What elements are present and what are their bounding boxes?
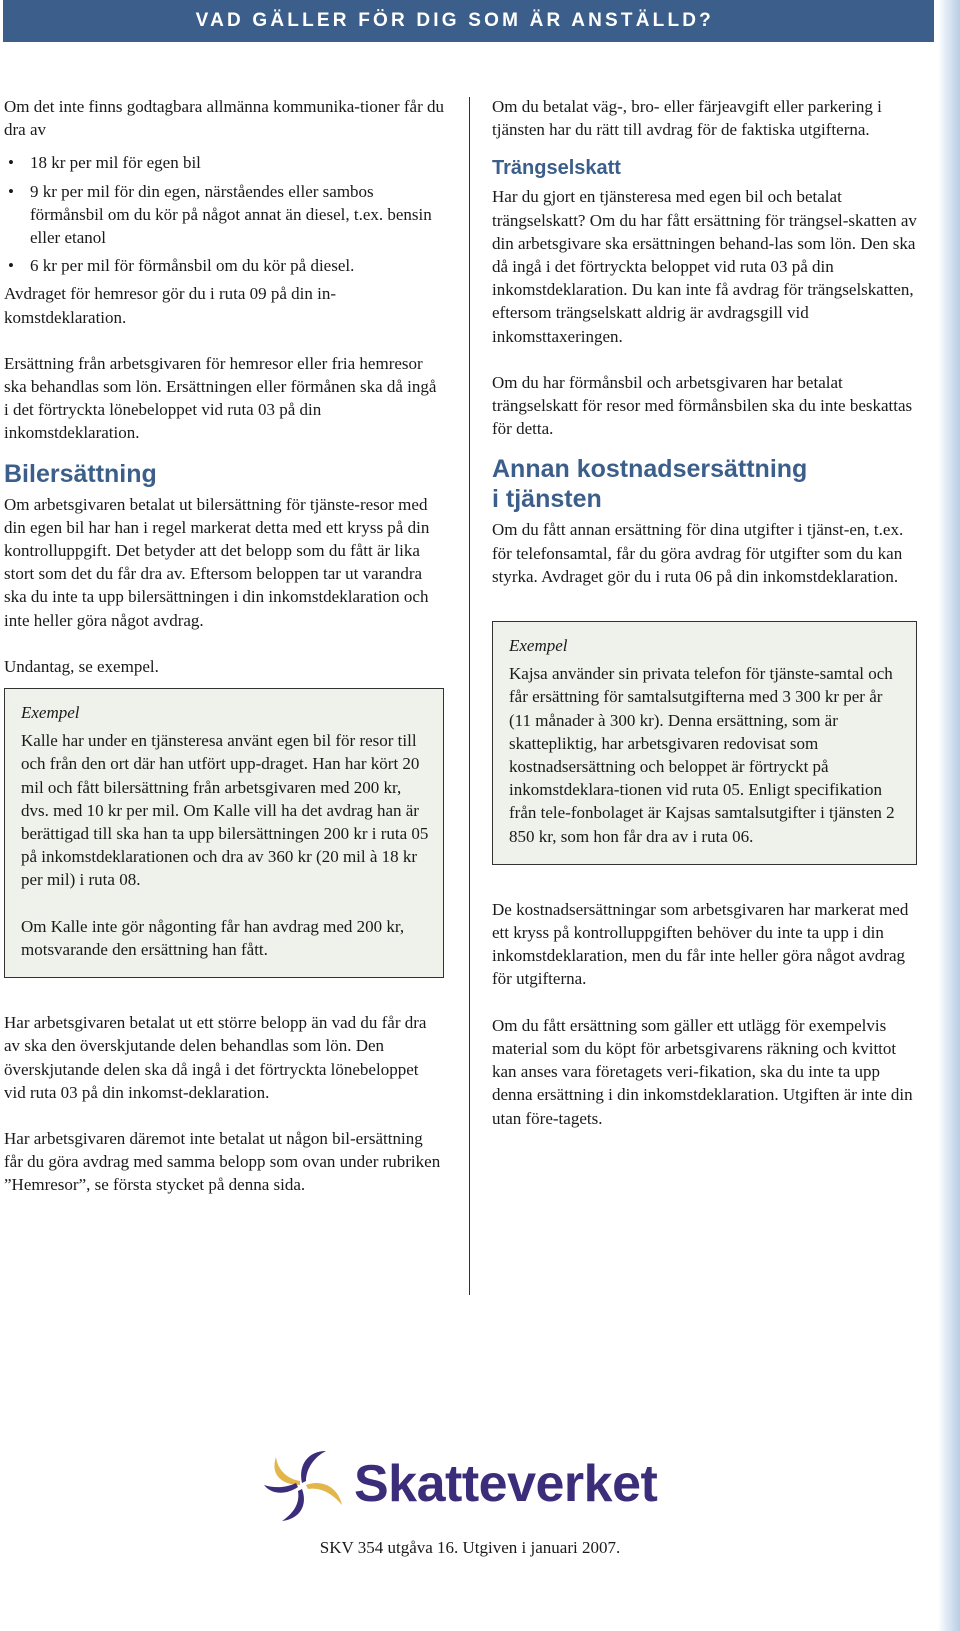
kostnadsersattningar-paragraph: De kostnadsersättningar som arbetsgivaren har markerat med ett kryss på kontrolluppgiften behöver du inte ta upp i din inkomstdeklaration, men du får inte heller göra något avdrag för utgifterna. [492, 899, 909, 989]
formansbil-paragraph: Om du har förmånsbil och arbetsgivaren har betalat trängselskatt för resor med förmånsbilen ska du inte beskattas för detta. [492, 372, 913, 439]
heading-line: Annan kostnadsersättning [492, 455, 808, 484]
side-stripe [938, 0, 960, 1631]
list-item: • 9 kr per mil för din egen, närståendes eller sambos förmånsbil om du kör på något annat än diesel, t.ex. bensin eller etanol [4, 180, 444, 250]
example-paragraph: Om Kalle inte gör någonting får han avdrag med 200 kr, motsvarande den ersättning han fått. [21, 916, 405, 959]
ersattning-paragraph: Ersättning från arbetsgivaren för hemresor eller fria hemresor ska behandlas som lön. Ersättningen eller förmånen ska då ingå i det förtryckta lönebeloppet vid ruta 03 på din inkomstdeklaration. [4, 353, 437, 443]
logo-swirl-icon [262, 1445, 348, 1523]
publication-info: SKV 354 utgåva 16. Utgiven i januari 2007. [319, 1538, 621, 1557]
skatteverket-logo [262, 1445, 657, 1523]
deduction-list [4, 151, 444, 277]
logo-wordmark: Skatteverket [354, 1455, 658, 1513]
trangselskatt-paragraph: Har du gjort en tjänsteresa med egen bil och betalat trängselskatt? Om du har fått ersättning för trängsel-skatten av din arbetsgivare ska ersättningen behand-las som lön. Den ska då ingå i det förtryckta beloppet vid ruta 03 på din inkomstdeklaration. Du kan inte få avdrag för trängselskatten, eftersom trängselskatt aldrig är avdragsgill vid inkomsttaxeringen. [492, 187, 917, 346]
example-title: Exempel [21, 703, 80, 723]
annan-ersattning-paragraph: Om du fått annan ersättning för dina utgifter i tjänst-en, t.ex. för telefonsamtal, får du göra avdrag för utgifter som du kan styrka. Avdraget gör du i ruta 06 på din inkomstdeklaration. [492, 520, 904, 586]
ingen-bilersattning-paragraph: Har arbetsgivaren däremot inte betalat ut någon bil-ersättning får du göra avdrag med samma belopp som ovan under rubriken ”Hemresor”, se första stycket på denna sida. [4, 1128, 441, 1195]
avgift-paragraph: Om du betalat väg-, bro- eller färjeavgift eller parkering i tjänsten har du rätt till avdrag för de faktiska utgifterna. [492, 97, 882, 140]
example-box-kalle [4, 688, 444, 978]
list-item: • 18 kr per mil för egen bil [4, 151, 444, 174]
page-header [3, 0, 934, 42]
storre-belopp-paragraph: Har arbetsgivaren betalat ut ett större belopp än vad du får dra av ska den överskjutande delen behandlas som lön. Den överskjutande delen ska då ingå i det förtryckta lönebeloppet vid ruta 03 på din inkomst-deklaration. [4, 1013, 427, 1102]
bilersattning-heading: Bilersättning [4, 459, 157, 488]
column-divider [469, 97, 470, 1295]
bilersattning-paragraph: Om arbetsgivaren betalat ut bilersättning för tjänste-resor med din egen bil har han i regel markerat detta med ett kryss på din kontrolluppgift. Det betyder att det belopp som du fått är lika stort som det du får dra av. Eftersom beloppen tar ut varandra ska du inte ta upp bilersättningen i din inkomstdeklaration och inte heller göra något avdrag. [4, 494, 430, 630]
heading-line: i tjänsten [492, 485, 602, 514]
annan-kostnadsersattning-heading [492, 454, 917, 514]
example-paragraph: Kajsa använder sin privata telefon för tjänste-samtal och får ersättning för samtalsutgifterna med 3 300 kr per år (11 månader à 300 kr). Denna ersättning, som är skattepliktig, har arbetsgivaren redovisat som kostnadsersättning och beloppet är förtryckt på inkomstdeklara-tionen vid ruta 05. Enligt specifikation från tele-fonbolaget är Kajsas samtalsutgifter i tjänsten 2 850 kr, som hon får dra av i ruta 06. [509, 664, 895, 846]
utlagg-paragraph: Om du fått ersättning som gäller ett utlägg för exempelvis material som du köpt för arbetsgivarens räkning och kvittot kan anses vara företagets veri-fikation, ska du inte ta upp denna ersättning i din inkomstdeklaration. Utgiften är inte din utan före-tagets. [492, 1015, 913, 1128]
left-column [4, 95, 444, 1197]
undantag-text: Undantag, se exempel. [4, 656, 159, 676]
trangselskatt-heading: Trängselskatt [492, 157, 621, 180]
list-item: • 6 kr per mil för förmånsbil om du kör på diesel. [4, 254, 444, 277]
hemresor-paragraph: Avdraget för hemresor gör du i ruta 09 på din in-komstdeklaration. [4, 284, 337, 327]
example-title: Exempel [509, 636, 568, 656]
right-column [492, 95, 917, 1130]
intro-text: Om det inte finns godtagbara allmänna kommunika-tioner får du dra av [4, 97, 444, 140]
example-paragraph: Kalle har under en tjänsteresa använt egen bil för resor till och från den ort där han utfört upp-draget. Han har kört 20 mil och fått bilersättning från arbetsgivaren med 200 kr, dvs. med 10 kr per mil. Om Kalle vill ha det avdrag han är berättigad till ska han ta upp bilersättningen 200 kr i ruta 05 på inkomstdeklarationen och dra av 360 kr (20 mil à 18 kr per mil) i ruta 08. [21, 731, 429, 890]
example-box-kajsa [492, 621, 917, 865]
header-title: VAD GÄLLER FÖR DIG SOM ÄR ANSTÄLLD? [195, 10, 714, 31]
